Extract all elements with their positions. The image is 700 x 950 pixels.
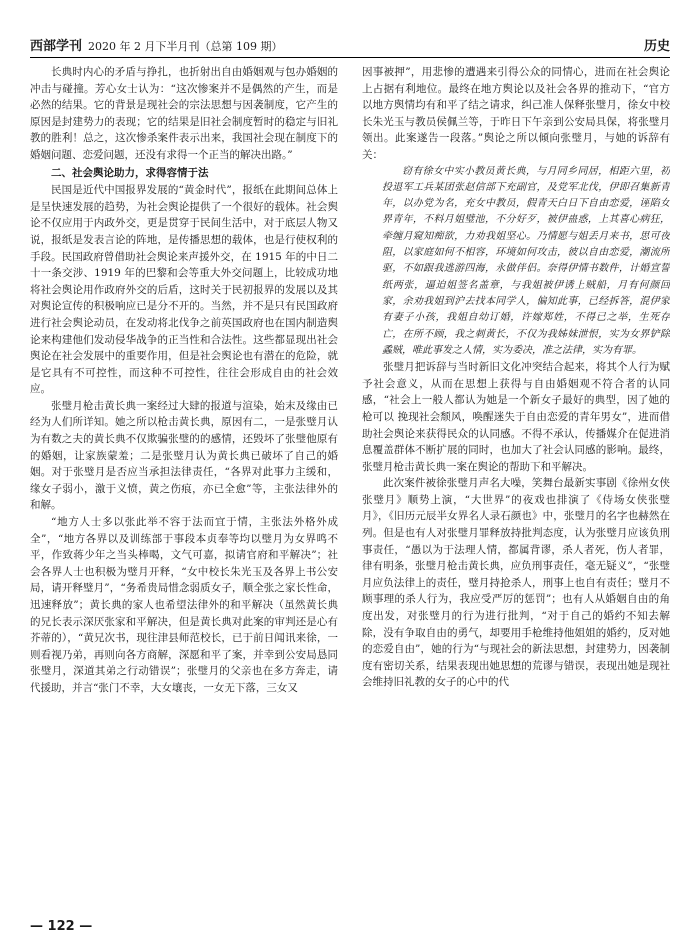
issue-info: 2020 年 2 月下半月刊（总第 109 期） [88, 40, 283, 53]
page-number: — 122 — [30, 919, 93, 934]
section-heading: 二、社会舆论助力，求得容情于法 [51, 166, 209, 179]
block-quote: 窃有徐女中实小教员黄长典，与月同乡同居，相距六里，初投退军工兵某团张赵信部下充副官，及党军北伐，伊即召集新青年，以办党为名，充女中教员，假青天白日下自由恋爱，诬陷女界青年，不料月姐璧池，不分好歹，被伊蛊惑，上其喜心病狂，牵缠月窥知痴欲，力劝我姐坚心。乃情愿与姐丢月来书，思可夜阻，以家庭如何不相容，环境如何攻击，彼以自由恋爱，潮流所驱，不如跟我逃游四海，永做伴侣。奈得伊情书数件，计婚宣誓纸两张，逼迫姐签名盖章，与我姐被伊诱上贼船，月有何颜回家，余劝我姐到沪去找本同学人，偏知此事，已经拆答，混伊家有妻子小孩，我姐自幼订婚，许嫁郑姓，不得已之举，生死存亡，在所不顾，我之刺黄长，不仅为我姊妹泄恨，实为女界铲除蟊贼，唯此事发之人情，实为委决，准之法律，实为有罪。 [382, 165, 670, 356]
journal-name: 西部学刊 [30, 39, 83, 54]
right-column [362, 64, 670, 894]
right-paragraph-3: 此次案件被徐张璧月声名大噪，笑舞台最新实事剧《徐州女侠张璧月》顺势上演，“大世界”的夜戏也排演了《侍场女侠张璧月》，《旧历元辰半女界名人录石颜也》中，张璧月的名字也赫然在列。但是也有人对张璧月罪释放持批判态度，认为张璧月应该负刑事责任，“愚以为于法理人情，都属背谬，杀人者死，伤人者罪，律有明条，张璧月枪击黄长典，应负刑事责任，毫无疑义”，“张璧月应负法律上的责任，璧月持抢杀人，刑事上也自有责任；璧月不顾事理的杀人行为，我应受严厉的惩罚”；也有人从婚姻自由的角度出发，对张璧月的行为进行批判，“对于自己的婚约不知去解除，没有争取自由的勇气，却要用手枪维持他姐姐的婚约，反对她的恋爱自由”，她的行为“与现社会的新法思想，封建势力，因袭制度有密切关系，结果表现出她思想的荒谬与错误，表现出她是现社会维持旧礼教的女子的心中的代 [362, 477, 670, 689]
running-header [30, 32, 670, 54]
left-paragraph-4: “地方人士多以张此举不容于法而宜于情，主张法外格外成全”，“地方各界以及训练部于事段本贞奉等均以璧月为女界鸣不平，作致蒋少年之当头棒喝，文气可嘉，拟请官府和平解决”；社会各界人士也积极为璧月开释，“女中校长朱光玉及各界上书公安局，请开释璧月”，“务希贵局惜念弱质女子，顺全张之家长性命，迅速释放”；黄长典的家人也希望法律外的和平解决（虽然黄长典的兄长表示深厌张家和平解决，但是黄长典对此案的审判还是心有芥蒂的），“黄兄次书，现往津县师范校长，已于前日闻讯来徐，一则看视乃弟，再则向各方商解，深愿和平了案，并幸到公安局恳同张璧月，深道其弟之行动错误”；张璧月的父亲也在多方奔走，请代援助，并言“张门不幸，大女壤丧，一女无下落，三女又 [30, 516, 338, 694]
left-column [30, 64, 338, 894]
right-paragraph-2: 张璧月把诉辞与当时新旧文化冲突结合起来，将其个人行为赋予社会意义，从而在思想上获得与自由婚姻观不符合者的认同感，“社会上一般人都认为她是一个新女子最好的典型，因了她的 枪可以 挽现社会颓风，唤醒迷失于自由恋爱的青年男女”，进而借助社会舆论来获得民众的认同感。不得不承认，传播媒介在促进消息覆盖群体不断扩展的同时，也加大了社会认同感的影响。最终，张璧月枪击黄长典一案在舆论的帮助下和平解决。 [362, 361, 670, 473]
right-paragraph-1: 因事被押”，用悲惨的遭遇来引得公众的同情心，进而在社会舆论上占据有利地位。最终在地方舆论以及社会各界的推动下，“官方以地方舆情均有和平了结之请求，纠己准人保释张璧月，徐女中校长朱光玉与教员侯佩兰等，于昨日下午亲到公安局具保，将张璧月领出。此案遂告一段落。”舆论之所以倾向张璧月，与她的诉辞有关： [362, 66, 670, 161]
header-rule [30, 57, 670, 58]
section-label: 历史 [643, 39, 670, 54]
left-paragraph-3: 张璧月枪击黄长典一案经过大肆的报道与渲染，始末及缘由已经为人们所详知。她之所以枪击黄长典，原因有二，一是张璧月认为有数之夫的黄长典不仅欺骗张璧的的感情，还毁坏了张璧他原有的婚姻，让家族蒙羞；二是张璧月认为黄长典已破坏了自己的婚姻。对于张璧月是否应当承担法律责任，“各界对此事力主缓和，缘女子弱小，激于义愤，黄之伤痕，亦已全愈”等，主张法律外的和解。 [30, 399, 338, 512]
left-paragraph-1: 长典时内心的矛盾与挣扎，也折射出自由婚姻观与包办婚姻的冲击与碰撞。芳心女士认为：“这次惨案并不是偶然的产生，而是必然的结果。它的背景是现社会的宗法思想与因袭制度，它产生的原因是封建势力的表现；它的结果是旧社会制度暂时的稳定与旧礼教的胜利！总之，这次惨杀案件表示出来，我国社会现在制度下的婚姻问题、恋爱问题，还没有求得一个正当的解决出路。” [30, 66, 338, 161]
left-paragraph-2: 民国是近代中国报界发展的“黄金时代”，报纸在此期间总体上是呈快速发展的趋势，为社会舆论提供了一个很好的载体。社会舆论不仅应用于内政外交，更是贯穿于民间生活中，对于底层人物又说，报纸是发表言论的阵地，是传播思想的载体，也是行使权利的手段。民国政府曾借助社会舆论来声援外交，在 1915 年的中日二十一条交涉、1919 年的巴黎和会等重大外交问题上，比较成功地将社会舆论用作政府外交的后盾，这时关于民初报界的发展以及其对舆论宣传的积极响应已是分不开的。当然，并不是只有民国政府进行社会舆论动员，在发动将北伐争之前英国政府也在国内制造舆论来构建他们发动侵华战争的正当性和合法性。这些都显现出社会舆论在社会发展中的重要作用，但是社会舆论也有潜在的危险，就是它具有不可控性，而这种不可控性，往往会形成自由的社会效应。 [30, 184, 338, 396]
